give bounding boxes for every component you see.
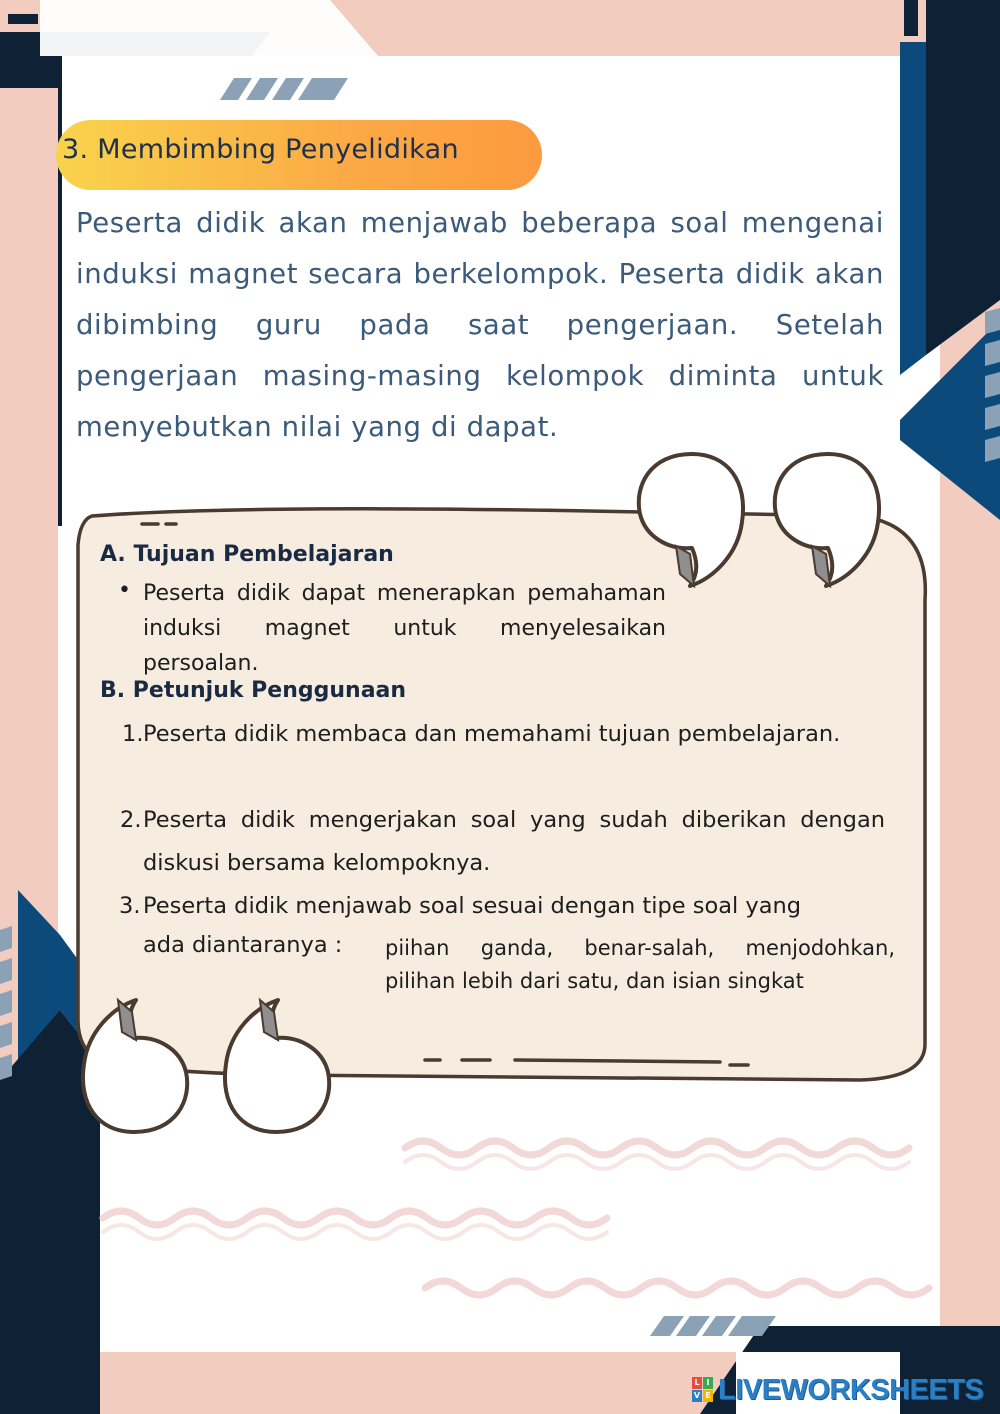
step-text: Peserta didik menjawab soal sesuai dengan tipe soal yang xyxy=(143,893,802,919)
liveworksheets-logo-icon: L I V E xyxy=(692,1377,714,1403)
opening-quote-icon xyxy=(76,966,346,1141)
step-number: 2. xyxy=(120,807,142,833)
step-lead-text: ada diantaranya : xyxy=(143,932,343,958)
step-number: 1. xyxy=(122,721,144,747)
intro-paragraph: Peserta didik akan menjawab beberapa soal mengenai induksi magnet secara berkelompok. Peserta didik akan dibimbing guru pada saat pengerjaan. Setelah pengerjaan masing-masing kelompok diminta untuk menyebutkan nilai yang di dapat. xyxy=(76,207,884,443)
petunjuk-title: B. Petunjuk Penggunaan xyxy=(100,678,407,703)
bullet-icon: • xyxy=(118,578,131,603)
tujuan-item: Peserta didik dapat menerapkan pemahaman induksi magnet untuk menyelesaikan persoalan. xyxy=(143,581,666,676)
step-text: Peserta didik mengerjakan soal yang sudah diberikan dengan diskusi bersama kelompoknya. xyxy=(143,807,885,876)
liveworksheets-watermark xyxy=(692,1374,983,1406)
step-number: 3. xyxy=(119,893,141,919)
tujuan-title: A. Tujuan Pembelajaran xyxy=(100,542,394,567)
closing-quote-icon xyxy=(632,446,897,616)
step-text: Peserta didik membaca dan memahami tujuan pembelajaran. xyxy=(143,721,841,747)
question-types-text: piihan ganda, benar-salah, menjodohkan, pilihan lebih dari satu, dan isian singkat xyxy=(385,936,895,993)
brand-name: LIVEWORKSHEETS xyxy=(718,1373,984,1406)
section-heading: 3. Membimbing Penyelidikan xyxy=(62,134,459,165)
